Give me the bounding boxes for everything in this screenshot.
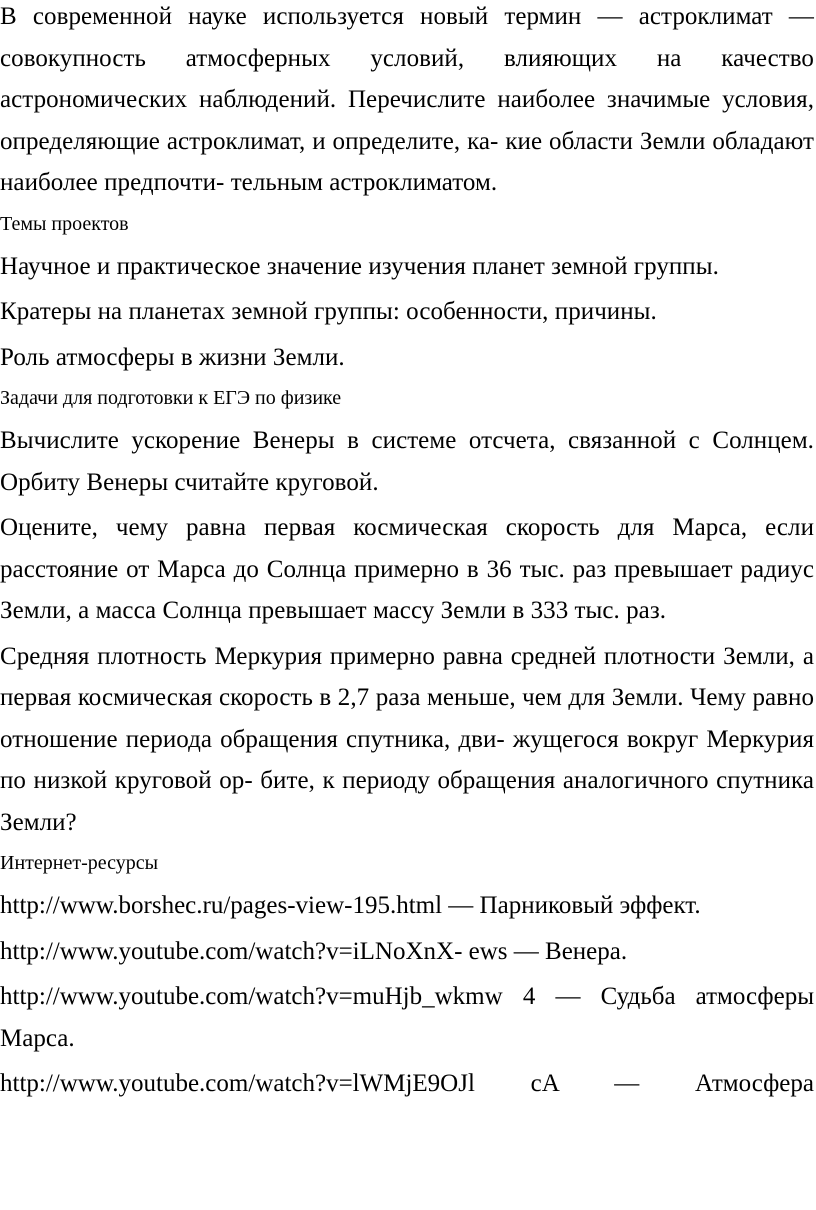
resource-link[interactable]: http://www.borshec.ru/pages-view-195.html — Парниковый эффект. — [0, 892, 701, 919]
resource-link[interactable]: http://www.youtube.com/watch?v=iLNoXnX- ews — Венера. — [0, 937, 628, 965]
projects-heading: Темы проектов — [0, 212, 129, 235]
task-item: Средняя плотность Меркурия примерно равна средней плотности Земли, а первая космическая скорость в 2,7 раза меньше, чем для Земли. Чему равно отношение периода обращения спутника, дви- жущегося вокруг Меркурия по низкой круговой ор- бите, к периоду обращения аналогичного спутника Земли? — [0, 642, 814, 836]
project-item: Кратеры на планетах земной группы: особенности, причины. — [0, 298, 657, 325]
project-item: Научное и практическое значение изучения планет земной группы. — [0, 252, 719, 280]
resource-link[interactable]: http://www.youtube.com/watch?v=lWMjE9OJl cA — Атмосфера — [0, 1070, 814, 1097]
resource-link[interactable]: http://www.youtube.com/watch?v=muHjb_wkmw 4 — Судьба атмосферы Марса. — [0, 983, 814, 1052]
tasks-heading: Задачи для подготовки к ЕГЭ по физике — [0, 387, 342, 409]
task-item: Оцените, чему равна первая космическая скорость для Марса, если расстояние от Марса до Солнца примерно в 36 тыс. раз превышает радиус Земли, а масса Солнца превышает массу Земли в 333 тыс. раз. — [0, 514, 814, 624]
task-item: Вычислите ускорение Венеры в системе отсчета, связанной с Солнцем. Орбиту Венеры считайте круговой. — [0, 427, 814, 496]
intro-paragraph: В современной науке используется новый термин — астроклимат — совокупность атмосферных условий, влияющих на качество астрономических наблюдений. Перечислите наиболее значимые условия, определяющие астроклимат, и определите, ка- кие области Земли обладают наиболее предпочти- тельным астроклиматом. — [0, 3, 814, 196]
project-item: Роль атмосферы в жизни Земли. — [0, 343, 345, 371]
resources-heading: Интернет-ресурсы — [0, 852, 159, 874]
